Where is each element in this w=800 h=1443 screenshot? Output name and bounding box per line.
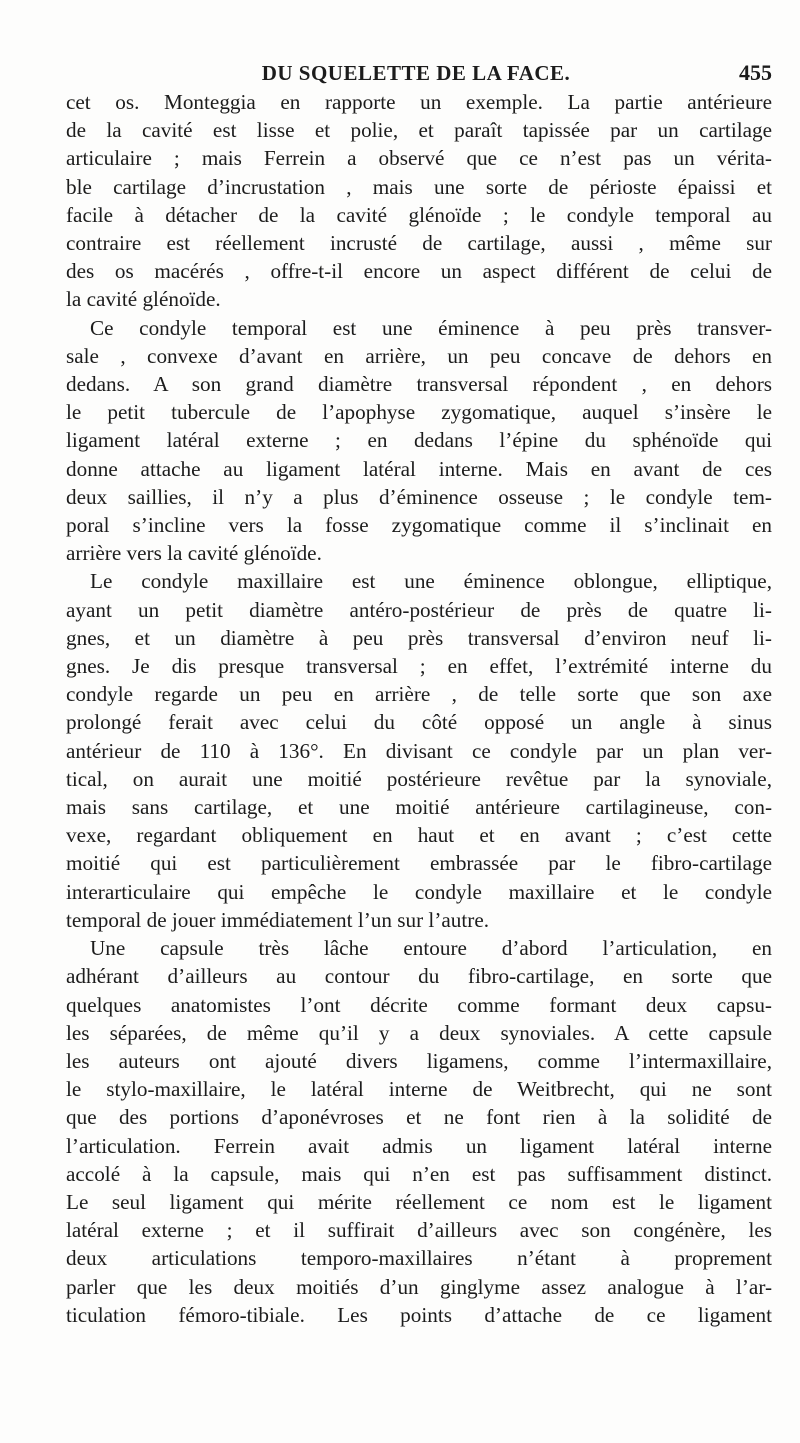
text-line: ligament latéral externe ; en dedans l’épine du sphénoïde qui (66, 428, 772, 453)
text-line: dedans. A son grand diamètre transversal répondent , en dehors (66, 372, 772, 397)
text-line: parler que les deux moitiés d’un ginglyme assez analogue à l’ar- (66, 1274, 772, 1299)
text-line: le petit tubercule de l’apophyse zygomatique, auquel s’insère le (66, 400, 772, 425)
text-line: Ce condyle temporal est une éminence à peu près transver- (90, 315, 772, 340)
text-line: la cavité glénoïde. (66, 287, 221, 312)
text-line: latéral externe ; et il suffirait d’ailleurs avec son congénère, les (66, 1218, 772, 1243)
text-line: Le condyle maxillaire est une éminence oblongue, elliptique, (90, 569, 772, 594)
text-line: gnes, et un diamètre à peu près transversal d’environ neuf li- (66, 625, 772, 650)
text-line: interarticulaire qui empêche le condyle maxillaire et le condyle (66, 879, 772, 904)
text-line: les séparées, de même qu’il y a deux synoviales. A cette capsule (66, 1020, 772, 1045)
text-line: sale , convexe d’avant en arrière, un peu concave de dehors en (66, 343, 772, 368)
text-line: des os macérés , offre-t-il encore un aspect différent de celui de (66, 259, 772, 284)
text-line: les auteurs ont ajouté divers ligamens, comme l’intermaxillaire, (66, 1048, 772, 1073)
text-line: antérieur de 110 à 136°. En divisant ce condyle par un plan ver- (66, 738, 772, 763)
text-line: ble cartilage d’incrustation , mais une sorte de périoste épaissi et (66, 174, 772, 199)
text-line: le stylo-maxillaire, le latéral interne de Weitbrecht, qui ne sont (66, 1077, 772, 1102)
text-line: Le seul ligament qui mérite réellement ce nom est le ligament (66, 1189, 772, 1214)
text-line: quelques anatomistes l’ont décrite comme formant deux capsu- (66, 992, 772, 1017)
text-line: donne attache au ligament latéral interne. Mais en avant de ces (66, 456, 772, 481)
text-line: poral s’incline vers la fosse zygomatique comme il s’inclinait en (66, 513, 772, 538)
text-line: deux saillies, il n’y a plus d’éminence osseuse ; le condyle tem- (66, 484, 772, 509)
text-line: adhérant d’ailleurs au contour du fibro-cartilage, en sorte que (66, 964, 772, 989)
running-head (60, 58, 772, 88)
text-line: gnes. Je dis presque transversal ; en effet, l’extrémité interne du (66, 654, 772, 679)
text-line: contraire est réellement incrusté de cartilage, aussi , même sur (66, 231, 772, 256)
text-line: condyle regarde un peu en arrière , de telle sorte que son axe (66, 682, 772, 707)
text-line: moitié qui est particulièrement embrassée par le fibro-cartilage (66, 851, 772, 876)
text-line: tical, on aurait une moitié postérieure revêtue par la synoviale, (66, 766, 772, 791)
text-line: mais sans cartilage, et une moitié antérieure cartilagineuse, con- (66, 795, 772, 820)
text-line: Une capsule très lâche entoure d’abord l’articulation, en (90, 936, 772, 961)
text-line: accolé à la capsule, mais qui n’en est pas suffisamment distinct. (66, 1161, 772, 1186)
text-line: de la cavité est lisse et polie, et paraît tapissée par un cartilage (66, 118, 772, 143)
page-number: 455 (739, 60, 772, 85)
body-text (66, 88, 772, 1329)
text-line: facile à détacher de la cavité glénoïde ; le condyle temporal au (66, 202, 772, 227)
text-line: deux articulations temporo-maxillaires n’étant à proprement (66, 1246, 772, 1271)
text-line: ayant un petit diamètre antéro-postérieur de près de quatre li- (66, 597, 772, 622)
running-title: DU SQUELETTE DE LA FACE. (261, 61, 571, 85)
text-line: l’articulation. Ferrein avait admis un ligament latéral interne (66, 1133, 772, 1158)
text-line: que des portions d’aponévroses et ne font rien à la solidité de (66, 1105, 772, 1130)
text-line: vexe, regardant obliquement en haut et en avant ; c’est cette (66, 823, 772, 848)
text-line: prolongé ferait avec celui du côté opposé un angle à sinus (66, 710, 772, 735)
text-line: arrière vers la cavité glénoïde. (66, 541, 322, 566)
text-line: cet os. Monteggia en rapporte un exemple. La partie antérieure (66, 90, 772, 114)
text-line: articulaire ; mais Ferrein a observé que ce n’est pas un vérita- (66, 146, 772, 171)
text-line: ticulation fémoro-tibiale. Les points d’attache de ce ligament (66, 1302, 772, 1327)
text-line: temporal de jouer immédiatement l’un sur l’autre. (66, 907, 490, 932)
